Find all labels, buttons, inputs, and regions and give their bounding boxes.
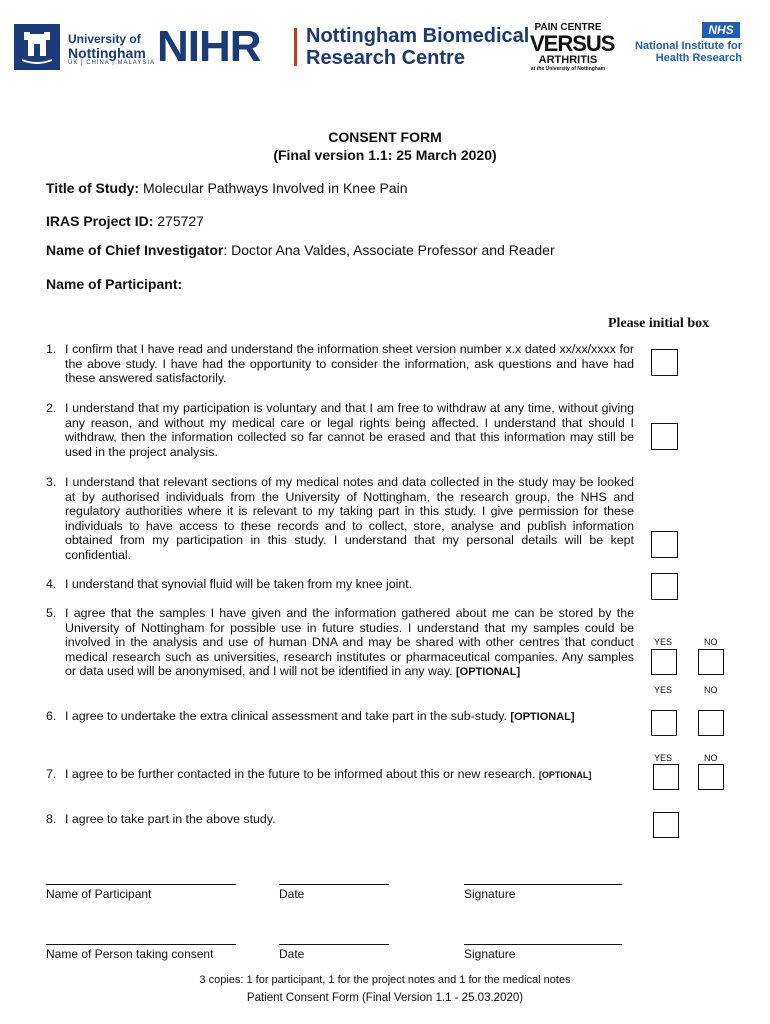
brc-line1: Nottingham Biomedical	[306, 25, 530, 47]
consent-taker-name-line[interactable]	[46, 944, 236, 945]
initial-box-4[interactable]	[651, 573, 678, 600]
pain-logo-line4: at the University of Nottingham	[530, 66, 606, 72]
item6-yes-box[interactable]	[651, 710, 677, 736]
pain-logo-line3: ARTHRITIS	[538, 54, 598, 66]
item7-yes-box[interactable]	[653, 764, 679, 790]
yes-label: YES	[654, 753, 673, 763]
consent-item-8	[46, 812, 634, 827]
consent-taker-name-caption: Name of Person taking consent	[46, 947, 214, 961]
consent-item-5	[46, 606, 634, 680]
consent-item-6	[46, 709, 646, 725]
item-number: 5.	[46, 606, 57, 620]
iras-value: 275727	[153, 213, 204, 229]
pain-logo-line2: VERSUS	[530, 31, 615, 56]
optional-tag: [OPTIONAL]	[510, 711, 575, 723]
consent-taker-signature-line[interactable]	[464, 944, 622, 945]
consent-item-2	[46, 401, 634, 459]
chief-investigator-value: : Doctor Ana Valdes, Associate Professor and Reader	[223, 242, 555, 258]
initial-box-2[interactable]	[651, 423, 678, 450]
nihr-full-line2: Health Research	[655, 52, 742, 64]
nihr-full-line1: National Institute for	[635, 40, 742, 52]
participant-signature-line[interactable]	[464, 884, 622, 885]
brc-logo-text	[306, 25, 529, 69]
nihr-divider	[294, 28, 297, 66]
item-text: I understand that synovial fluid will be taken from my knee joint.	[65, 577, 413, 591]
item-text: I confirm that I have read and understand the information sheet version number x.x dated xx/xx/xxxx for the above study. I have had the opportunity to consider the information, ask questions and have had these answered satisfactorily.	[65, 342, 634, 386]
consent-item-3	[46, 475, 634, 563]
participant-name-field	[46, 276, 182, 292]
study-title-field	[46, 180, 408, 196]
chief-investigator-label: Name of Chief Investigator	[46, 242, 224, 258]
initial-box-heading: Please initial box	[608, 316, 710, 331]
study-title-value: Molecular Pathways Involved in Knee Pain	[139, 180, 408, 196]
item-number: 2.	[46, 401, 57, 415]
pain-logo-line1: PAIN CENTRE	[534, 22, 602, 33]
iras-label: IRAS Project ID:	[46, 213, 154, 229]
iras-field	[46, 213, 204, 229]
item-text: I agree to be further contacted in the future to be informed about this or new research.	[65, 767, 539, 781]
item7-no-box[interactable]	[698, 764, 724, 790]
copies-note: 3 copies: 1 for participant, 1 for the project notes and 1 for the medical notes	[199, 974, 571, 986]
item-text: I agree that the samples I have given and the information gathered about me can be stored by the University of Nottingham for possible use in future studies. I understand that my samples could be involved in the analysis and use of human DNA and may be shared with other centres that conduct medical research such as universities, research institutes or pharmaceutical companies. Any samples or data used will be anonymised, and I will not be identified in any way.	[65, 606, 634, 679]
no-label: NO	[704, 685, 718, 695]
optional-tag: [OPTIONAL]	[538, 770, 592, 780]
item-number: 4.	[46, 577, 57, 591]
study-title-label: Title of Study:	[46, 180, 140, 196]
pain-centre-versus-arthritis-logo	[530, 22, 615, 73]
item-number: 6.	[46, 709, 57, 723]
form-footer-id: Patient Consent Form (Final Version 1.1 - 25.03.2020)	[246, 992, 524, 1004]
item5-yes-box[interactable]	[651, 649, 677, 675]
initial-box-1[interactable]	[651, 349, 678, 376]
item-text: I understand that relevant sections of my medical notes and data collected in the study may be looked at by authorised individuals from the University of Nottingham, the research group, the NHS and regulatory authorities where it is relevant to my taking part in this study. I give permission for these individuals to have access to these records and to collect, store, analyse and publish information obtained from my participation in this study. I understand that my personal details will be kept confidential.	[65, 475, 634, 562]
no-label: NO	[704, 753, 718, 763]
consent-taker-date-line[interactable]	[279, 944, 389, 945]
item-number: 1.	[46, 342, 57, 356]
nihr-logo: NIHR	[157, 22, 261, 71]
participant-name-caption: Name of Participant	[46, 887, 152, 901]
yes-label: YES	[654, 637, 673, 647]
consent-item-7	[46, 767, 646, 783]
consent-taker-date-caption: Date	[279, 947, 305, 961]
participant-name-line[interactable]	[46, 884, 236, 885]
university-of-nottingham-crest-logo	[14, 24, 60, 70]
uon-name-line2: Nottingham	[68, 45, 146, 61]
form-title: CONSENT FORM	[328, 129, 442, 145]
item-number: 8.	[46, 812, 57, 826]
item5-no-box[interactable]	[698, 649, 724, 675]
initial-box-8[interactable]	[653, 812, 679, 838]
item-text: I agree to undertake the extra clinical assessment and take part in the sub-study.	[65, 709, 511, 723]
uon-name-line1: University of	[68, 32, 141, 46]
item-number: 3.	[46, 475, 57, 489]
item6-no-box[interactable]	[698, 710, 724, 736]
chief-investigator-field	[46, 242, 555, 258]
yes-label: YES	[654, 685, 673, 695]
nihr-full-name	[620, 40, 742, 64]
participant-date-caption: Date	[279, 887, 305, 901]
initial-box-3[interactable]	[651, 531, 678, 558]
consent-item-1	[46, 342, 634, 386]
item-number: 7.	[46, 767, 57, 781]
participant-signature-caption: Signature	[464, 887, 516, 901]
consent-item-4	[46, 577, 634, 592]
optional-tag: [OPTIONAL]	[456, 666, 521, 679]
uon-subtitle: UK | CHINA | MALAYSIA	[68, 60, 156, 66]
item-text: I understand that my participation is voluntary and that I am free to withdraw at any time, without giving any reason, and without my medical care or legal rights being affected. I understand that should I withdraw, then the information collected so far cannot be erased and that this information may still be used in the project analysis.	[65, 401, 634, 459]
no-label: NO	[704, 637, 718, 647]
form-version: (Final version 1.1: 25 March 2020)	[273, 147, 497, 163]
participant-name-label: Name of Participant:	[46, 276, 183, 292]
item-text: I agree to take part in the above study.	[65, 812, 276, 826]
consent-taker-signature-caption: Signature	[464, 947, 516, 961]
participant-date-line[interactable]	[279, 884, 389, 885]
nhs-logo: NHS	[702, 22, 740, 38]
university-of-nottingham-logo-text	[68, 32, 146, 60]
brc-line2: Research Centre	[306, 47, 465, 69]
